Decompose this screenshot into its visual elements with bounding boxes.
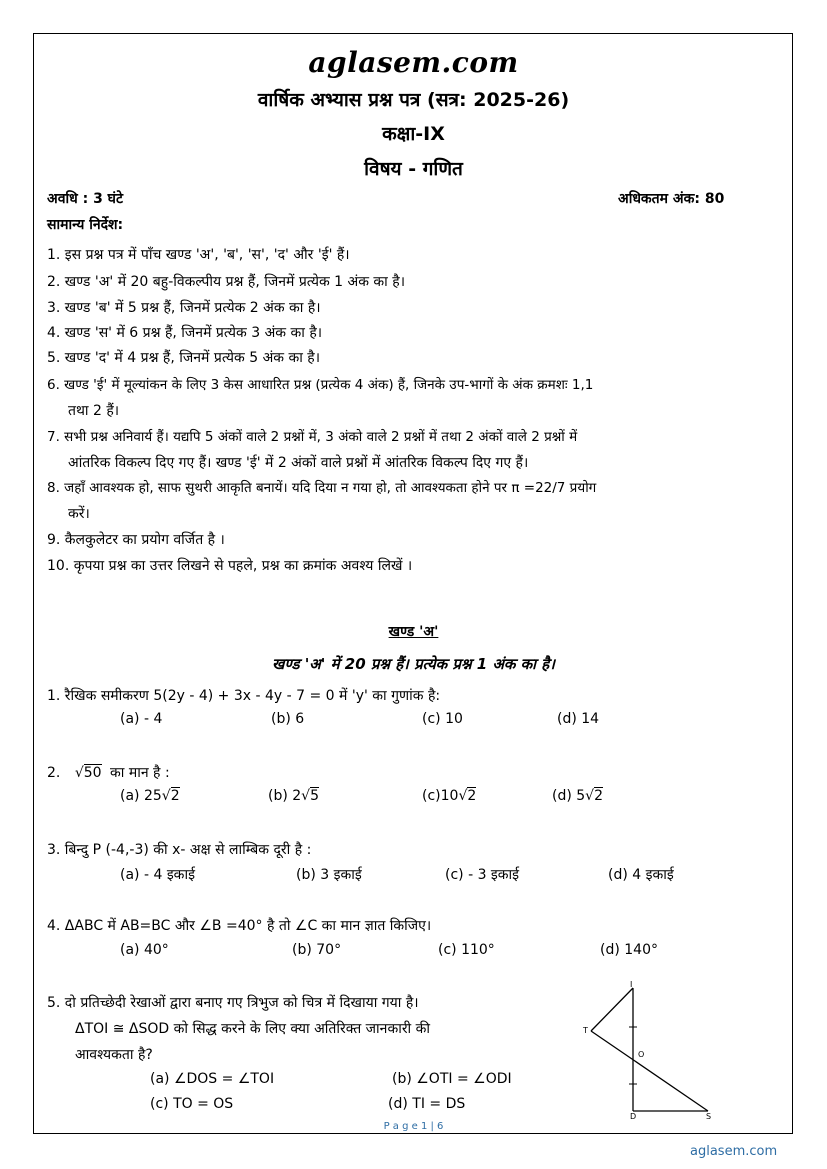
line-TS <box>591 1031 708 1111</box>
label-T: T <box>583 1026 588 1035</box>
instruction-8: 8. जहाँ आवश्यक हो, साफ सुथरी आकृति बनायें। यदि दिया न गया हो, तो आवश्यकता होने पर π =22/7 प्रयोग <box>47 480 597 496</box>
q3-option-c: (c) - 3 इकाई <box>445 867 520 883</box>
instruction-9: 9. कैलकुलेटर का प्रयोग वर्जित है । <box>47 532 225 548</box>
instruction-7: 7. सभी प्रश्न अनिवार्य हैं। यद्यपि 5 अंकों वाले 2 प्रश्नों में, 3 अंको वाले 2 प्रश्नों में तथा 2 अंकों वाले 2 प्रश्नों में <box>47 429 578 445</box>
instruction-6-cont: तथा 2 हैं। <box>68 403 120 419</box>
watermark[interactable]: aglasem.com <box>690 1144 778 1159</box>
max-marks: अधिकतम अंक: 80 <box>618 191 725 207</box>
question-2 <box>47 763 170 782</box>
subject-label: विषय - गणित <box>364 158 463 180</box>
instruction-10: 10. कृपया प्रश्न का उत्तर लिखने से पहले, प्रश्न का क्रमांक अवश्य लिखें । <box>47 558 413 574</box>
label-I: I <box>630 980 633 989</box>
q1-option-b: (b) 6 <box>271 711 305 727</box>
q4-option-d: (d) 140° <box>600 942 658 958</box>
q5-option-b: (b) ∠OTI = ∠ODI <box>392 1071 512 1087</box>
instruction-6: 6. खण्ड 'ई' में मूल्यांकन के लिए 3 केस आधारित प्रश्न (प्रत्येक 4 अंक) हैं, जिनके उप-भागों के अंक क्रमशः 1,1 <box>47 377 594 393</box>
class-label: कक्षा-IX <box>382 123 445 145</box>
line-IT <box>591 988 633 1031</box>
q5-option-a: (a) ∠DOS = ∠TOI <box>150 1071 275 1087</box>
label-D: D <box>630 1112 637 1120</box>
q2-option-c: (c)10√2 <box>422 788 477 804</box>
question-5-line-2: ΔTOI ≅ ΔSOD को सिद्ध करने के लिए क्या अतिरिक्त जानकारी की <box>75 1021 431 1037</box>
sqrt-icon: √ <box>585 788 595 804</box>
q1-option-a: (a) - 4 <box>120 711 163 727</box>
triangle-figure <box>580 980 730 1120</box>
instruction-3: 3. खण्ड 'ब' में 5 प्रश्न हैं, जिनमें प्रत्येक 2 अंक का है। <box>47 300 321 316</box>
question-1: 1. रैखिक समीकरण 5(2y - 4) + 3x - 4y - 7 = 0 में 'y' का गुणांक है: <box>47 688 441 704</box>
q5-option-c: (c) TO = OS <box>150 1096 234 1112</box>
q1-option-c: (c) 10 <box>422 711 463 727</box>
sqrt-icon: √ <box>301 788 311 804</box>
q4-option-c: (c) 110° <box>438 942 495 958</box>
sqrt-icon: √ <box>74 765 84 781</box>
q2-option-a: (a) 25√2 <box>120 788 180 804</box>
section-subheading: खण्ड 'अ' में 20 प्रश्न हैं। प्रत्येक प्रश्न 1 अंक का है। <box>272 655 555 673</box>
paper-title: वार्षिक अभ्यास प्रश्न पत्र (सत्र: 2025-26) <box>257 89 570 111</box>
q2-radicand: 50 <box>83 765 102 781</box>
sqrt-icon: √ <box>458 788 468 804</box>
question-3: 3. बिन्दु P (-4,-3) की x- अक्ष से लाम्बिक दूरी है : <box>47 842 312 858</box>
instruction-1: 1. इस प्रश्न पत्र में पाँच खण्ड 'अ', 'ब', 'स', 'द' और 'ई' हैं। <box>47 247 350 263</box>
section-heading: खण्ड 'अ' <box>388 624 439 640</box>
question-4: 4. ΔABC में AB=BC और ∠B =40° है तो ∠C का मान ज्ञात किजिए। <box>47 918 432 934</box>
page-number: P a g e 1 | 6 <box>383 1121 444 1132</box>
instruction-8-cont: करें। <box>68 506 90 522</box>
q5-option-d: (d) TI = DS <box>388 1096 466 1112</box>
q3-option-a: (a) - 4 इकाई <box>120 867 195 883</box>
label-O: O <box>638 1050 645 1059</box>
instruction-2: 2. खण्ड 'अ' में 20 बहु-विकल्पीय प्रश्न हैं, जिनमें प्रत्येक 1 अंक का है। <box>47 274 406 290</box>
q4-option-a: (a) 40° <box>120 942 169 958</box>
brand-logo-text: aglasem.com <box>308 46 519 79</box>
label-S: S <box>706 1112 712 1120</box>
q2-option-b: (b) 2√5 <box>268 788 320 804</box>
instruction-5: 5. खण्ड 'द' में 4 प्रश्न हैं, जिनमें प्रत्येक 5 अंक का है। <box>47 350 321 366</box>
instruction-7-cont: आंतरिक विकल्प दिए गए हैं। खण्ड 'ई' में 2 अंकों वाले प्रश्नों में आंतरिक विकल्प दिए गए हैं। <box>68 455 529 471</box>
q4-option-b: (b) 70° <box>292 942 342 958</box>
q2-option-d: (d) 5√2 <box>552 788 604 804</box>
question-5-line-1: 5. दो प्रतिच्छेदी रेखाओं द्वारा बनाए गए त्रिभुज को चित्र में दिखाया गया है। <box>47 995 419 1011</box>
q2-number: 2. <box>47 765 61 781</box>
sqrt-icon: √ <box>161 788 171 804</box>
q2-text: का मान है : <box>110 765 170 781</box>
q3-option-d: (d) 4 इकाई <box>608 867 674 883</box>
question-5-line-3: आवश्यकता है? <box>75 1047 153 1063</box>
instruction-4: 4. खण्ड 'स' में 6 प्रश्न हैं, जिनमें प्रत्येक 3 अंक का है। <box>47 325 323 341</box>
q3-option-b: (b) 3 इकाई <box>296 867 362 883</box>
general-instructions-heading: सामान्य निर्देश: <box>47 217 124 233</box>
duration: अवधि : 3 घंटे <box>47 191 124 207</box>
q1-option-d: (d) 14 <box>557 711 600 727</box>
